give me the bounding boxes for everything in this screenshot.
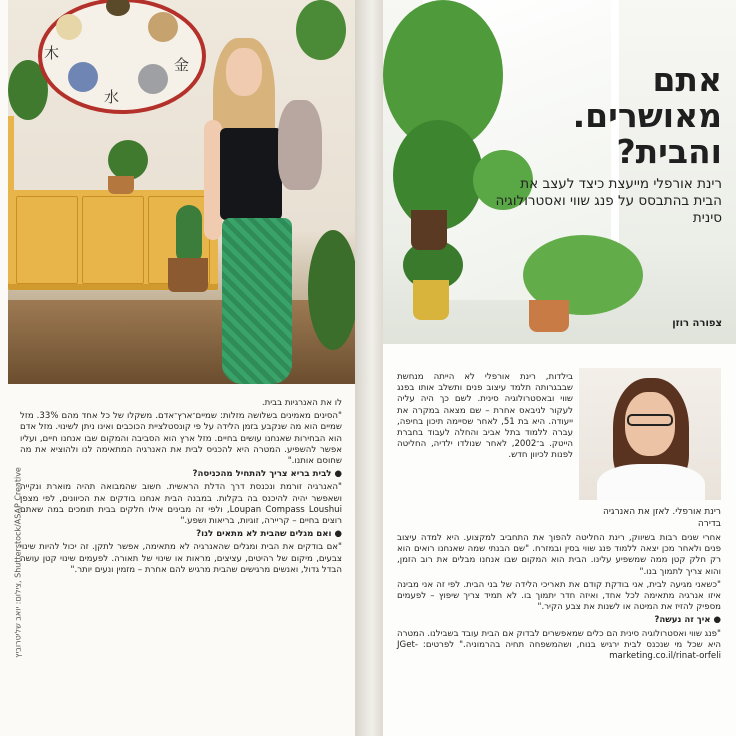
woman-face bbox=[226, 48, 262, 96]
left-page-photo bbox=[8, 0, 355, 384]
five-elements-wheel bbox=[38, 0, 206, 114]
left-page bbox=[0, 0, 355, 736]
water-glyph: 水 bbox=[104, 88, 120, 106]
portrait-shirt bbox=[597, 464, 705, 500]
plant-leaves bbox=[308, 230, 355, 350]
portrait-glasses bbox=[627, 414, 673, 426]
portrait-caption: רינת אורפלי. לאזן את האנרגיה בדירה bbox=[602, 507, 721, 529]
paragraph: "אם בודקים את הבית ומגלים שהאנרגיה לא מתאימה, אפשר לתקן. זה יכול להיות שינוי צבעים, מיקום של רהיטים, עציצים, מראות או שינוי של תאורה. לפעמים שינוי קטן עושה הבדל גדול, ואנשים מרגישים שהבית מרגיש להם אחרת – מזמין ונעים יותר." bbox=[20, 542, 342, 575]
cabinet-door bbox=[16, 196, 78, 284]
right-page-photo bbox=[383, 0, 736, 344]
plant-leaves bbox=[108, 140, 148, 180]
portrait-photo bbox=[579, 368, 721, 500]
cabinet-door bbox=[82, 196, 144, 284]
paragraph: "כשאני מגיעה לבית, אני בודקת קודם את תאריכי הלידה של בני הבית. לפי זה אני מבינה איזו אנרגיה מתאימה לכל אחד, ואיזה חדר יתמוך בו. לא תמיד צריך שיפוץ – לפעמים מספיק להזיז את המיטה או לשנות את צבע הקיר." bbox=[397, 579, 721, 613]
paragraph: "האנרגיה זורמת ונכנסת דרך הדלת הראשית. חשוב שהמבואה תהיה מוארת ונקייה ושאפשר יהיה להיכנס בה בקלות. במבנה הבית אנחנו בודקים את הכיוונים, לפי מצפן Loupan Compass Loushui, ולפי זה מבינים אילו חלקים בבית תומכים במה שאתם רוצים בחיים – קריירה, זוגיות, בריאות ושפע." bbox=[20, 482, 342, 527]
article-title bbox=[492, 62, 722, 170]
photo-credit-text: צילום: יואב שליטרוביץ, Shutterstock/ASAP Creative bbox=[13, 467, 23, 658]
plant-pot bbox=[529, 300, 569, 332]
element-orb bbox=[56, 14, 82, 40]
paragraph: אחרי שנים רבות בשיווק, רינת החליטה להפוך את התחביב למקצוע. היא למדה עיצוב פנים ולאחר מכן יצאה ללמוד פנג שווי בסין ובמזרח. "שם הבנתי שמה שאנחנו רואים הוא רק חלק קטן ממה שמשפיע עלינו. הבית הוא המקום שבו אנחנו מבלים את רוב הזמן, והוא צריך לתמוך בנו." bbox=[397, 533, 721, 577]
byline: צפורה רוזן bbox=[672, 318, 722, 329]
paragraph: "פנג שווי ואסטרולוגיה סינית הם כלים שמאפשרים לבדוק אם הבית עובד בשבילנו. המטרה היא שכל מי שנכנס לבית ירגיש בנוח, ושהמשפחה תחיה בהרמוניה." לפרטים: JGet-marketing.co.il/rinat-orfeli bbox=[397, 628, 721, 662]
title-line: והבית? bbox=[616, 132, 722, 171]
question: ● איך זה נעשה? bbox=[654, 615, 721, 626]
intro-text-column bbox=[397, 372, 573, 464]
right-text-column bbox=[397, 533, 721, 664]
woman-green-skirt bbox=[222, 218, 292, 384]
element-orb bbox=[148, 12, 178, 42]
plant-leaves bbox=[296, 0, 346, 60]
paragraph: בילדות, רינת אורפלי לא הייתה מנחשת שבבגרותה תלמד עיצוב פנים ותשלב אותו בפנג שווי ובאסטרולוגיה סינית. לשם כך היה עליה לעקור לניבאס אחרת – שם מצאה במקרה את ייעודה. היא בת 51, לאחר שסיימה תיכון בחיפה, עברה ללמוד בתל אביב והחלה לעבוד בחברת הייטק. ב־2002, לאחר שנולדו ילדיה, החליטה לפנות לכיוון חדש. bbox=[397, 372, 573, 461]
element-orb bbox=[68, 62, 98, 92]
question: ● ואם מגלים שהבית לא מתאים לנו? bbox=[196, 529, 342, 540]
paragraph: "הסינים מאמינים בשלושה מזלות: שמיים־ארץ־אדם. משקלו של כל אחד מהם 33%. מזל שמיים הוא מה שנקבע בזמן הלידה על פי קונסטלציית הכוכבים ואינו ניתן לשינוי. מזל אדם הוא הבחירות שאנחנו עושים בחיים. מזל ארץ הוא הסביבה והמקום שבו אנחנו חיים, ועליו אפשר להשפיע. המטרה היא להכניס לבית את האנרגיה המתאימה לנו ולהוציא את מה שחוסם אותנו." bbox=[20, 411, 342, 467]
article-subtitle: רינת אורפלי מייעצת כיצד לעצב את הבית בהתבסס על פנג שווי ואסטרולוגיה סינית bbox=[495, 176, 722, 226]
paragraph: לו את האנרגיות בבית. bbox=[261, 398, 342, 408]
title-line: מאושרים. bbox=[572, 96, 722, 135]
element-orb bbox=[138, 64, 168, 94]
left-text-column bbox=[20, 398, 342, 578]
plant-pot bbox=[168, 258, 208, 292]
plant-pot bbox=[411, 210, 447, 250]
sphynx-cat bbox=[278, 100, 322, 190]
element-orb bbox=[106, 0, 130, 16]
title-line: אתם bbox=[652, 60, 722, 99]
photo-credit bbox=[8, 408, 23, 728]
cactus bbox=[176, 205, 202, 265]
page-gutter bbox=[355, 0, 383, 736]
right-page bbox=[383, 0, 736, 736]
question: ● לבית בריא צריך להתחיל מהכניסה? bbox=[192, 469, 342, 480]
plant-pot bbox=[413, 280, 449, 320]
floor bbox=[8, 300, 355, 384]
metal-glyph: 金 bbox=[174, 56, 190, 74]
woman-black-top bbox=[220, 128, 282, 220]
plant-pot bbox=[108, 176, 134, 194]
wood-glyph: 木 bbox=[44, 44, 60, 62]
